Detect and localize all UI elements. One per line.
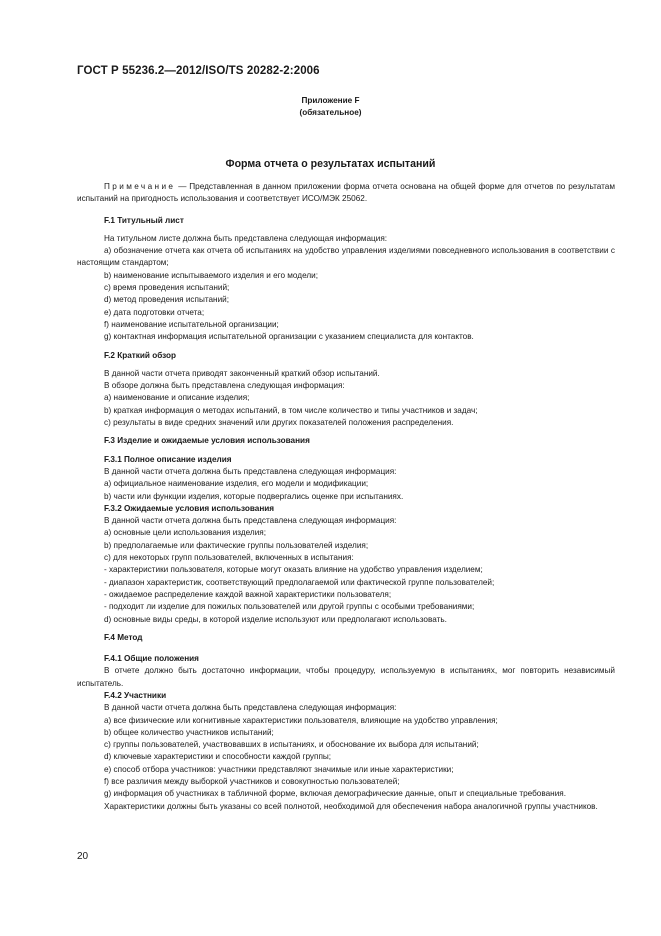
- f4-2-closing: Характеристики должны быть указаны со всей полнотой, необходимой для обеспечения набора аналогичной группы участников.: [104, 801, 598, 811]
- f3-2-intro: В данной части отчета должна быть представлена следующая информация:: [104, 516, 397, 526]
- list-item: c) для некоторых групп пользователей, включенных в испытания:: [104, 553, 354, 563]
- list-item: - ожидаемое распределение каждой важной характеристики пользователя;: [104, 589, 392, 599]
- note-text: — Представленная в данном приложении форма отчета основана на общей форме для отчетов по результатам испытаний на пригодность использования и соответствует ИСО/МЭК 25062.: [77, 182, 615, 204]
- f2-paragraph: В данной части отчета приводят законченный краткий обзор испытаний.: [104, 368, 380, 378]
- note-paragraph: [77, 181, 615, 206]
- list-item: b) наименование испытываемого изделия и его модели;: [104, 270, 318, 280]
- list-item: c) результаты в виде средних значений или других показателей положения распределения.: [104, 418, 454, 428]
- list-item: e) способ отбора участников: участники представляют значимые или иные характеристики;: [104, 764, 454, 774]
- f2-intro: В обзоре должна быть представлена следующая информация:: [104, 381, 345, 391]
- list-item: b) предполагаемые или фактические группы пользователей изделия;: [104, 540, 369, 550]
- subsection-heading-f3-1: F.3.1 Полное описание изделия: [104, 454, 232, 464]
- document-title: Форма отчета о результатах испытаний: [225, 158, 436, 170]
- appendix-title: Приложение F: [301, 96, 360, 105]
- subsection-heading-f3-2: F.3.2 Ожидаемые условия использования: [104, 503, 275, 513]
- section-heading-f2: F.2 Краткий обзор: [104, 350, 177, 360]
- f4-2-intro: В данной части отчета должна быть представлена следующая информация:: [104, 703, 397, 713]
- list-item: a) обозначение отчета как отчета об испытаниях на удобство управления изделиями повседневного использования в соответствии с настоящим стандартом;: [77, 246, 615, 268]
- list-item: g) информация об участниках в табличной форме, включая демографические данные, опыт и специальные требования.: [104, 789, 566, 799]
- list-item: - подходит ли изделие для пожилых пользователей или другой группы с особыми требованиями;: [104, 602, 475, 612]
- note-label: Примечание: [104, 182, 176, 191]
- list-item: b) общее количество участников испытаний;: [104, 727, 274, 737]
- list-item: a) основные цели использования изделия;: [104, 528, 266, 538]
- list-item: b) краткая информация о методах испытаний, в том числе количество и типы участников и задач;: [104, 405, 478, 415]
- subsection-heading-f4-1: F.4.1 Общие положения: [104, 654, 199, 664]
- list-item: a) все физические или когнитивные характеристики пользователя, влияющие на удобство управления;: [104, 715, 498, 725]
- page-number: 20: [77, 851, 89, 862]
- section-heading-f3: F.3 Изделие и ожидаемые условия использования: [104, 436, 310, 446]
- f4-1-text: В отчете должно быть достаточно информации, чтобы процедуру, используемую в испытаниях, мог повторить независимый испытатель.: [77, 666, 615, 688]
- section-heading-f1: F.1 Титульный лист: [104, 215, 184, 225]
- list-item: e) дата подготовки отчета;: [104, 307, 205, 317]
- list-item: g) контактная информация испытательной организации с указанием специалиста для контактов.: [104, 332, 474, 342]
- f1-intro: На титульном листе должна быть представлена следующая информация:: [104, 233, 388, 243]
- list-item: a) наименование и описание изделия;: [104, 393, 250, 403]
- list-item: a) официальное наименование изделия, его модели и модификации;: [104, 479, 369, 489]
- list-item: f) все различия между выборкой участников и совокупностью пользователей;: [104, 777, 400, 787]
- f3-1-intro: В данной части отчета должна быть представлена следующая информация:: [104, 466, 397, 476]
- section-heading-f4: F.4 Метод: [104, 632, 143, 642]
- list-item: d) метод проведения испытаний;: [104, 295, 229, 305]
- document-header: ГОСТ Р 55236.2—2012/ISO/TS 20282-2:2006: [77, 65, 320, 77]
- list-item: b) части или функции изделия, которые подвергались оценке при испытаниях.: [104, 491, 404, 501]
- list-item: c) группы пользователей, участвовавших в испытаниях, и обоснование их выбора для испытаний;: [104, 740, 479, 750]
- list-item: - характеристики пользователя, которые могут оказать влияние на удобство управления изделием;: [104, 565, 483, 575]
- list-item: f) наименование испытательной организации;: [104, 319, 279, 329]
- list-item: d) основные виды среды, в которой изделие используют или предполагают использовать.: [104, 614, 447, 624]
- document-body: [77, 181, 615, 813]
- list-item: c) время проведения испытаний;: [104, 283, 230, 293]
- appendix-subtitle: (обязательное): [299, 108, 362, 117]
- subsection-heading-f4-2: F.4.2 Участники: [104, 690, 167, 700]
- list-item: d) ключевые характеристики и способности каждой группы;: [104, 752, 332, 762]
- list-item: - диапазон характеристик, соответствующий предполагаемой или фактической группе пользователей;: [104, 577, 495, 587]
